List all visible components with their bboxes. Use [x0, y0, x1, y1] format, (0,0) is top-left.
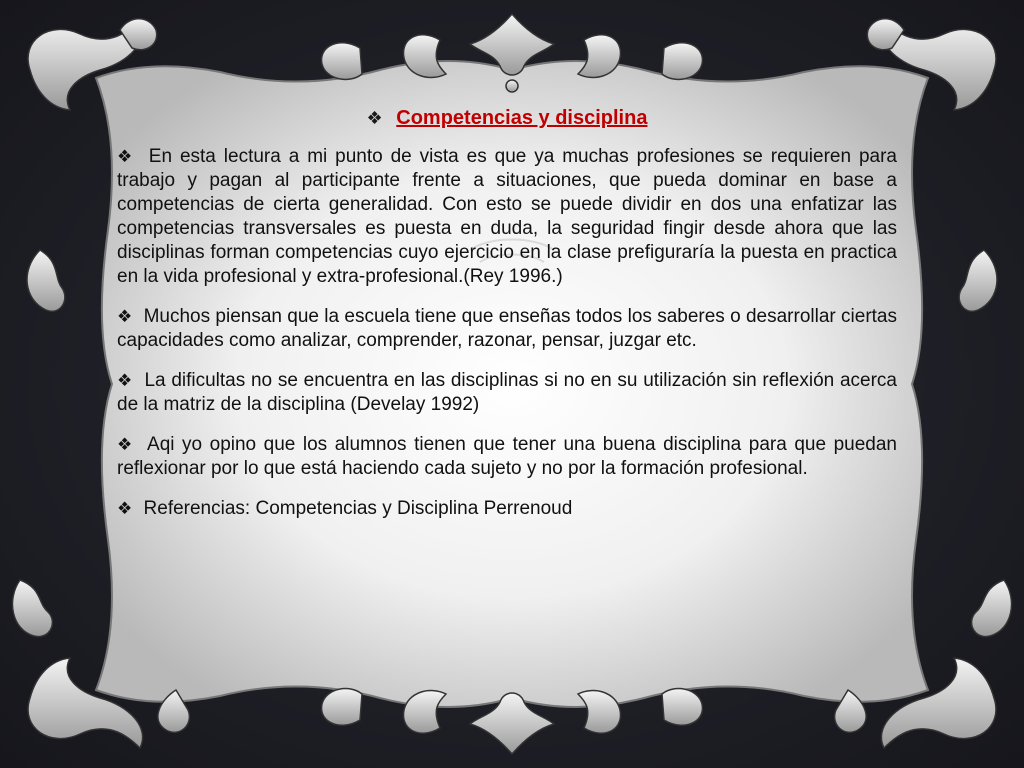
diamond-bullet-icon: ❖ [117, 147, 135, 166]
paragraph-5 [117, 497, 897, 521]
paragraph-3 [117, 369, 897, 417]
diamond-bullet-icon: ❖ [117, 499, 133, 518]
title-text: Competencias y disciplina [396, 107, 648, 129]
diamond-bullet-icon: ❖ [117, 435, 135, 454]
diamond-bullet-icon: ❖ [117, 307, 133, 326]
paragraph-text: En esta lectura a mi punto de vista es que ya muchas profesiones se requieren para trabajo y pagan al participante frente a situaciones, que pueda dominar en base a competencias de cierta generalidad. Con esto se puede dividir en dos una enfatizar las competencias transversales es puesta en duda, la seguridad fingir desde ahora que las disciplinas forman competencias cuyo ejercicio en la clase prefiguraría la puesta en practica en la vida profesional y extra-profesional.(Rey 1996.) [117, 146, 897, 287]
diamond-bullet-icon: ❖ [117, 371, 133, 390]
paragraph-2 [117, 305, 897, 353]
paragraph-4 [117, 433, 897, 481]
diamond-bullet-icon: ❖ [366, 108, 383, 128]
slide-title [117, 105, 897, 131]
paragraph-text: Aqi yo opino que los alumnos tienen que tener una buena disciplina para que puedan reflexionar por lo que está haciendo cada sujeto y no por la formación profesional. [117, 434, 897, 479]
paragraph-text: Referencias: Competencias y Disciplina Perrenoud [143, 498, 573, 519]
paragraph-text: La dificultas no se encuentra en las disciplinas si no en su utilización sin reflexión acerca de la matriz de la disciplina (Develay 1992) [117, 370, 897, 415]
paragraph-text: Muchos piensan que la escuela tiene que enseñas todos los saberes o desarrollar ciertas capacidades como analizar, comprender, razonar, pensar, juzgar etc. [117, 306, 898, 351]
slide-content [117, 103, 897, 663]
paragraph-1 [117, 145, 897, 289]
